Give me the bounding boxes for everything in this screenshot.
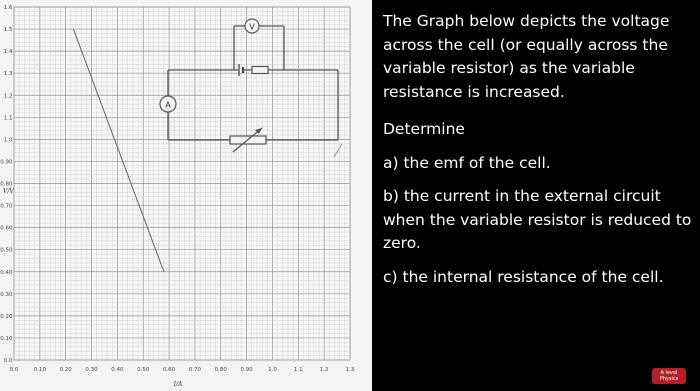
question-c: c) the internal resistance of the cell. <box>383 267 664 286</box>
intro-text: The Graph below depicts the voltage across the cell (or equally across the variable resistor) as the variable resistance is increased. <box>383 12 670 101</box>
x-tick-label: 0.50 <box>137 367 150 373</box>
y-tick-label: 0.10 <box>0 335 13 342</box>
x-tick-label: 0.90 <box>240 367 253 373</box>
y-tick-label: 0.90 <box>0 159 13 166</box>
x-tick-label: 1.1 <box>293 367 303 373</box>
x-tick-label: 0.30 <box>85 367 98 373</box>
x-tick-label: 1.2 <box>319 367 329 373</box>
y-tick-label: 1.4 <box>3 49 13 56</box>
question-a: a) the emf of the cell. <box>383 153 551 172</box>
x-tick-label: 0.0 <box>9 367 19 373</box>
x-tick-label: 0.20 <box>59 367 72 373</box>
y-tick-label: 1.6 <box>3 5 13 11</box>
y-tick-label: 0.40 <box>0 269 13 276</box>
y-tick-label: 1.0 <box>3 137 13 144</box>
ammeter-label: A <box>165 100 171 110</box>
y-axis-label: V/V <box>3 188 14 195</box>
x-tick-label: 1.0 <box>268 367 277 373</box>
question-b: b) the current in the external circuit when the variable resistor is reduced to zero. <box>383 187 692 252</box>
x-tick-label: 0.70 <box>188 367 202 373</box>
y-tick-label: 0.60 <box>0 225 13 232</box>
x-tick-label: 0.80 <box>214 367 227 373</box>
x-tick-label: 0.10 <box>33 367 46 373</box>
y-tick-label: 0.20 <box>0 313 13 320</box>
determine-heading: Determine <box>383 120 465 138</box>
x-axis-label: I/A <box>173 381 183 388</box>
x-tick-label: 1.3 <box>345 367 355 373</box>
y-tick-label: 0.50 <box>0 247 13 254</box>
y-tick-label: 0.0 <box>3 358 13 364</box>
y-tick-label: 1.2 <box>3 93 13 100</box>
y-tick-label: 0.70 <box>0 203 13 210</box>
y-tick-label: 1.1 <box>3 115 13 122</box>
y-tick-label: 1.5 <box>3 27 13 34</box>
channel-logo: A level Physics <box>652 368 686 384</box>
y-tick-label: 0.80 <box>0 181 13 188</box>
x-tick-label: 0.60 <box>162 367 176 373</box>
voltmeter-label: V <box>249 22 255 32</box>
y-tick-label: 0.30 <box>0 291 13 298</box>
x-tick-label: 0.40 <box>111 367 124 373</box>
y-tick-label: 1.3 <box>3 71 13 78</box>
question-text <box>383 10 695 299</box>
